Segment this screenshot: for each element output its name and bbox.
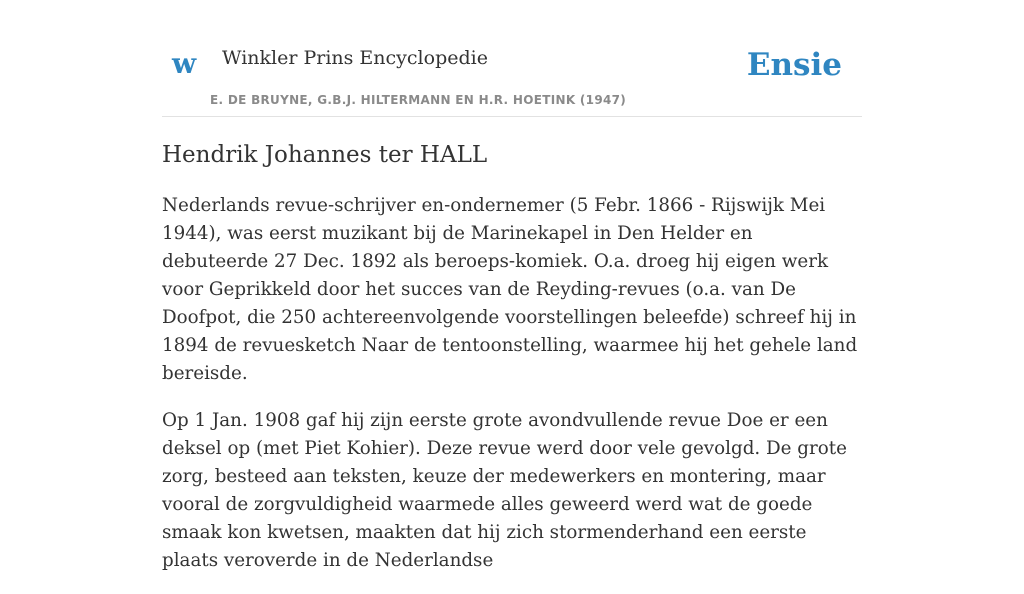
article-body (162, 192, 862, 594)
page-header (162, 0, 862, 117)
winkler-prins-logo[interactable]: w (172, 47, 197, 80)
ensie-logo-link[interactable]: Ensie (746, 47, 842, 83)
article-paragraph: Op 1 Jan. 1908 gaf hij zijn eerste grote avondvullende revue Doe er een deksel op (met Piet Kohier). Deze revue werd door vele gevolgd. De grote zorg, besteed aan teksten, keuze der medewerkers en montering, maar vooral de zorgvuldigheid waarmede alles geweerd werd wat de goede smaak kon kwetsen, maakten dat hij zich stormenderhand een eerste plaats veroverde in de Nederlandse (162, 410, 847, 571)
book-authors: E. DE BRUYNE, G.B.J. HILTERMANN EN H.R. HOETINK (1947) (210, 93, 627, 107)
article-paragraph: Nederlands revue-schrijver en-ondernemer (5 Febr. 1866 - Rijswijk Mei 1944), was eerst muzikant bij de Marinekapel in Den Helder en debuteerde 27 Dec. 1892 als beroeps-komiek. O.a. droeg hij eigen werk voor Geprikkeld door het succes van de Reyding-revues (o.a. van De Doofpot, die 250 achtereenvolgende voorstellingen beleefde) schreef hij in 1894 de revuesketch Naar de tentoonstelling, waarmee hij het gehele land bereisde. (162, 195, 858, 384)
article-title: Hendrik Johannes ter HALL (162, 142, 488, 168)
book-title: Winkler Prins Encyclopedie (222, 47, 488, 69)
